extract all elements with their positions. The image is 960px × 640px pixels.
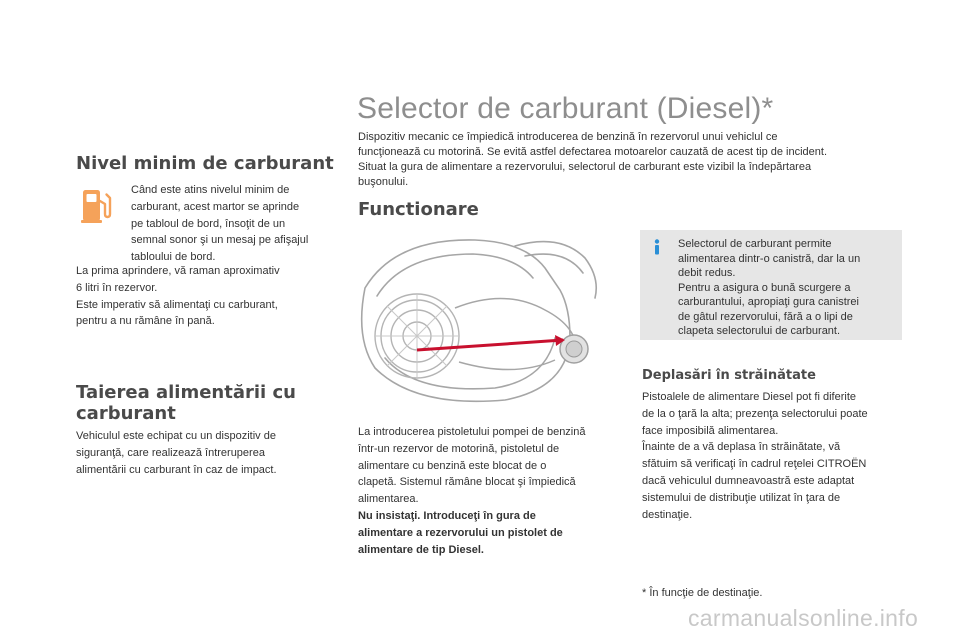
taierea-description bbox=[76, 428, 341, 478]
page-title: Selector de carburant (Diesel)* bbox=[357, 92, 774, 125]
nivel-minim-description bbox=[131, 182, 341, 266]
text-line: tabloului de bord. bbox=[131, 251, 216, 264]
fuel-pump-icon bbox=[80, 187, 112, 225]
info-box bbox=[640, 230, 902, 340]
text-line: clapeta selectorului de carburant. bbox=[678, 325, 841, 337]
text-line: funcţionează cu motorină. Se evită astfel defectarea motoarelor cauzată de acest tip de incident. bbox=[358, 146, 827, 158]
text-line: Vehiculul este echipat cu un dispozitiv de bbox=[76, 430, 276, 442]
text-line: Când este atins nivelul minim de bbox=[131, 184, 290, 196]
nivel-minim-note bbox=[76, 263, 341, 330]
text-line: clapetă. Sistemul rămâne blocat şi împiedică bbox=[358, 476, 576, 489]
warning-line: Nu insistaţi. Introduceţi în gura de bbox=[358, 509, 536, 522]
heading-functionare: Functionare bbox=[358, 199, 479, 220]
text-line: alimentare cu benzină este blocat de o bbox=[358, 459, 547, 472]
text-line: La prima aprindere, vă raman aproximativ bbox=[76, 265, 280, 277]
heading-nivel-minim: Nivel minim de carburant bbox=[76, 153, 334, 174]
text-line: Pentru a asigura o bună scurgere a bbox=[678, 281, 851, 294]
heading-line: Taierea alimentării cu bbox=[76, 382, 296, 403]
text-line: Înainte de a vă deplasa în străinătate, vă bbox=[642, 441, 841, 454]
text-line: debit redus. bbox=[678, 267, 736, 279]
fuel-warning-icon-wrap bbox=[80, 187, 112, 230]
info-icon bbox=[652, 239, 662, 255]
text-line: carburantului, apropiaţi gura canistrei bbox=[678, 296, 859, 308]
text-line: Este imperativ să alimentaţi cu carburant, bbox=[76, 298, 278, 311]
text-line: face imposibilă alimentarea. bbox=[642, 424, 779, 437]
text-line: pe tabloul de bord, însoţit de un bbox=[131, 217, 286, 230]
heading-line: carburant bbox=[76, 403, 176, 424]
text-line: de gâtul rezervorului, fără a o lipi de bbox=[678, 310, 853, 323]
text-line: destinaţie. bbox=[642, 508, 693, 521]
text-line: La introducerea pistoletului pompei de benzină bbox=[358, 426, 586, 438]
text-line: dacă vehiculul dumneavoastră este adaptat bbox=[642, 474, 855, 487]
intro-paragraph bbox=[358, 130, 918, 190]
text-line: alimentării cu carburant în caz de impact. bbox=[76, 463, 277, 476]
text-line: sfătuim să verificaţi în cadrul reţelei CITROËN bbox=[642, 458, 867, 471]
functionare-description bbox=[358, 424, 628, 558]
text-line: Selectorul de carburant permite bbox=[678, 238, 832, 250]
footnote: * În funcţie de destinaţie. bbox=[642, 587, 763, 599]
text-line: într-un rezervor de motorină, pistoletul de bbox=[358, 442, 560, 455]
text-line: Dispozitiv mecanic ce împiedică introducerea de benzină în rezervorul unui vehiclul ce bbox=[358, 131, 778, 143]
heading-deplasari: Deplasări în străinătate bbox=[642, 368, 816, 383]
text-line: sistemului de distribuţie utilizat în ţara de bbox=[642, 491, 841, 504]
text-line: 6 litri în rezervor. bbox=[76, 281, 158, 294]
fuel-filler-selector-illustration bbox=[355, 228, 605, 408]
heading-taierea-alimentarii bbox=[76, 382, 336, 424]
text-line: siguranţă, care realizează întreruperea bbox=[76, 446, 265, 459]
warning-line: alimentare a rezervorului un pistolet de bbox=[358, 526, 563, 539]
text-line: Pistoalele de alimentare Diesel pot fi diferite bbox=[642, 391, 857, 403]
text-line: de la o ţară la alta; prezenţa selectorului poate bbox=[642, 407, 868, 420]
text-line: alimentarea. bbox=[358, 493, 419, 506]
text-line: buşonului. bbox=[358, 176, 409, 188]
text-line: pentru a nu rămâne în pană. bbox=[76, 315, 215, 328]
deplasari-description bbox=[642, 389, 912, 523]
text-line: alimentarea dintr-o canistră, dar la un bbox=[678, 252, 861, 265]
watermark: carmanualsonline.info bbox=[688, 605, 919, 631]
warning-line: alimentare de tip Diesel. bbox=[358, 543, 484, 556]
text-line: carburant, acest martor se aprinde bbox=[131, 200, 300, 213]
text-line: Situat la gura de alimentare a rezervorului, selectorul de carburant este vizibil la îndepărtarea bbox=[358, 161, 812, 173]
text-line: semnal sonor şi un mesaj pe afişajul bbox=[131, 234, 309, 247]
